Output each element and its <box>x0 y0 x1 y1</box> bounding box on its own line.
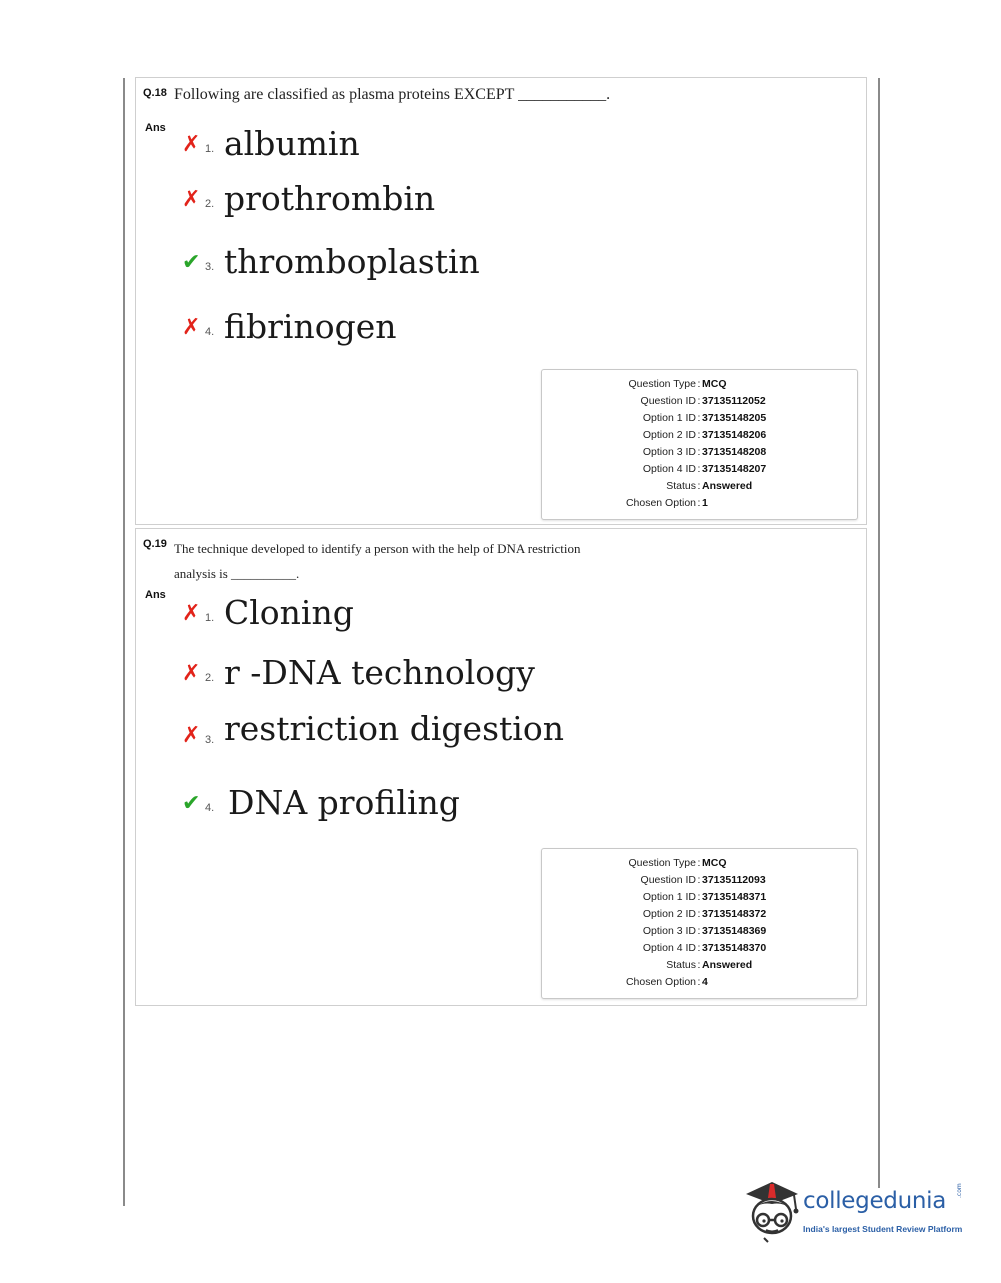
meta-separator: : <box>697 395 701 407</box>
question-number: Q.19 <box>143 538 167 550</box>
meta-value: 37135112052 <box>702 395 766 407</box>
meta-label: Option 4 ID <box>642 463 696 475</box>
meta-row <box>542 393 857 410</box>
meta-label: Option 1 ID <box>642 891 696 903</box>
option-number: 4. <box>205 802 215 814</box>
checkmark-icon: ✔ <box>182 250 201 275</box>
option-number: 2. <box>205 198 215 210</box>
meta-row <box>542 872 857 889</box>
cross-icon: ✗ <box>182 315 201 340</box>
question-text-line: analysis is __________. <box>174 566 300 581</box>
meta-separator: : <box>697 446 701 458</box>
meta-label: Option 1 ID <box>642 412 696 424</box>
meta-row <box>542 940 857 957</box>
meta-label: Question Type <box>628 857 696 869</box>
meta-separator: : <box>697 857 701 869</box>
meta-label: Chosen Option <box>625 976 696 988</box>
cross-icon: ✗ <box>182 601 201 626</box>
question-number: Q.18 <box>143 87 167 99</box>
meta-separator: : <box>697 497 701 509</box>
answer-label: Ans <box>145 589 166 601</box>
meta-separator: : <box>697 463 701 475</box>
meta-separator: : <box>697 942 701 954</box>
meta-value: 37135148208 <box>702 446 767 458</box>
meta-value: 37135148205 <box>702 412 767 424</box>
meta-row <box>542 376 857 393</box>
collegedunia-logo <box>742 1176 977 1246</box>
meta-row <box>542 427 857 444</box>
option-text: prothrombin <box>224 178 436 218</box>
meta-value: Answered <box>702 959 753 971</box>
option-text: Cloning <box>224 592 354 632</box>
option-text: fibrinogen <box>224 306 397 346</box>
meta-value: 37135112093 <box>702 874 766 886</box>
logo-suffix: .com <box>956 1183 963 1198</box>
meta-separator: : <box>697 378 701 390</box>
checkmark-icon: ✔ <box>182 791 201 816</box>
meta-label: Option 2 ID <box>642 908 696 920</box>
question-card <box>135 528 867 1006</box>
meta-row <box>542 974 857 991</box>
meta-label: Option 4 ID <box>642 942 696 954</box>
meta-label: Question Type <box>628 378 696 390</box>
meta-row <box>542 461 857 478</box>
meta-value: MCQ <box>702 378 727 390</box>
option-text: DNA profiling <box>228 782 460 822</box>
meta-value: 37135148371 <box>702 891 767 903</box>
meta-label: Question ID <box>640 395 696 407</box>
option-text: r -DNA technology <box>224 652 535 692</box>
logo-wordmark: collegedunia <box>803 1188 947 1214</box>
question-metadata-panel <box>541 848 858 999</box>
question-metadata-panel <box>541 369 858 520</box>
meta-label: Status <box>666 480 696 492</box>
meta-separator: : <box>697 412 701 424</box>
meta-separator: : <box>697 429 701 441</box>
meta-row <box>542 495 857 512</box>
meta-label: Option 3 ID <box>642 446 696 458</box>
option-number: 3. <box>205 734 215 746</box>
meta-row <box>542 478 857 495</box>
answer-label: Ans <box>145 122 166 134</box>
meta-value: 37135148369 <box>702 925 767 937</box>
option-text: thromboplastin <box>224 241 480 281</box>
meta-separator: : <box>697 959 701 971</box>
meta-separator: : <box>697 925 701 937</box>
question-text <box>174 86 610 104</box>
meta-row <box>542 410 857 427</box>
meta-value: MCQ <box>702 857 727 869</box>
option-number: 1. <box>205 612 215 624</box>
cross-icon: ✗ <box>182 132 201 157</box>
meta-row <box>542 906 857 923</box>
question-text-line: Following are classified as plasma proteins EXCEPT ___________. <box>174 86 611 103</box>
meta-row <box>542 855 857 872</box>
meta-separator: : <box>697 976 701 988</box>
question-text <box>174 536 581 586</box>
cross-icon: ✗ <box>182 723 201 748</box>
meta-label: Option 2 ID <box>642 429 696 441</box>
meta-value: 37135148370 <box>702 942 767 954</box>
meta-label: Option 3 ID <box>642 925 696 937</box>
meta-separator: : <box>697 874 701 886</box>
meta-label: Question ID <box>640 874 696 886</box>
option-text: albumin <box>224 123 360 163</box>
page-right-rule <box>878 78 880 1188</box>
option-number: 2. <box>205 672 215 684</box>
meta-separator: : <box>697 480 701 492</box>
meta-label: Status <box>666 959 696 971</box>
page-left-rule <box>123 78 125 1206</box>
meta-label: Chosen Option <box>625 497 696 509</box>
option-text: restriction digestion <box>224 708 564 748</box>
meta-row <box>542 889 857 906</box>
cross-icon: ✗ <box>182 661 201 686</box>
option-number: 1. <box>205 143 215 155</box>
meta-value: 37135148372 <box>702 908 767 920</box>
meta-value: Answered <box>702 480 753 492</box>
meta-value: 4 <box>702 976 708 988</box>
meta-separator: : <box>697 908 701 920</box>
cross-icon: ✗ <box>182 187 201 212</box>
option-number: 3. <box>205 261 215 273</box>
meta-value: 37135148207 <box>702 463 767 475</box>
meta-row <box>542 957 857 974</box>
mascot-graduate-icon <box>742 1176 802 1246</box>
meta-value: 1 <box>702 497 708 509</box>
meta-row <box>542 923 857 940</box>
meta-row <box>542 444 857 461</box>
option-number: 4. <box>205 326 215 338</box>
logo-tagline: India's largest Student Review Platform <box>803 1224 963 1234</box>
meta-value: 37135148206 <box>702 429 767 441</box>
question-card <box>135 77 867 525</box>
meta-separator: : <box>697 891 701 903</box>
question-text-line: The technique developed to identify a person with the help of DNA restriction <box>174 541 581 556</box>
